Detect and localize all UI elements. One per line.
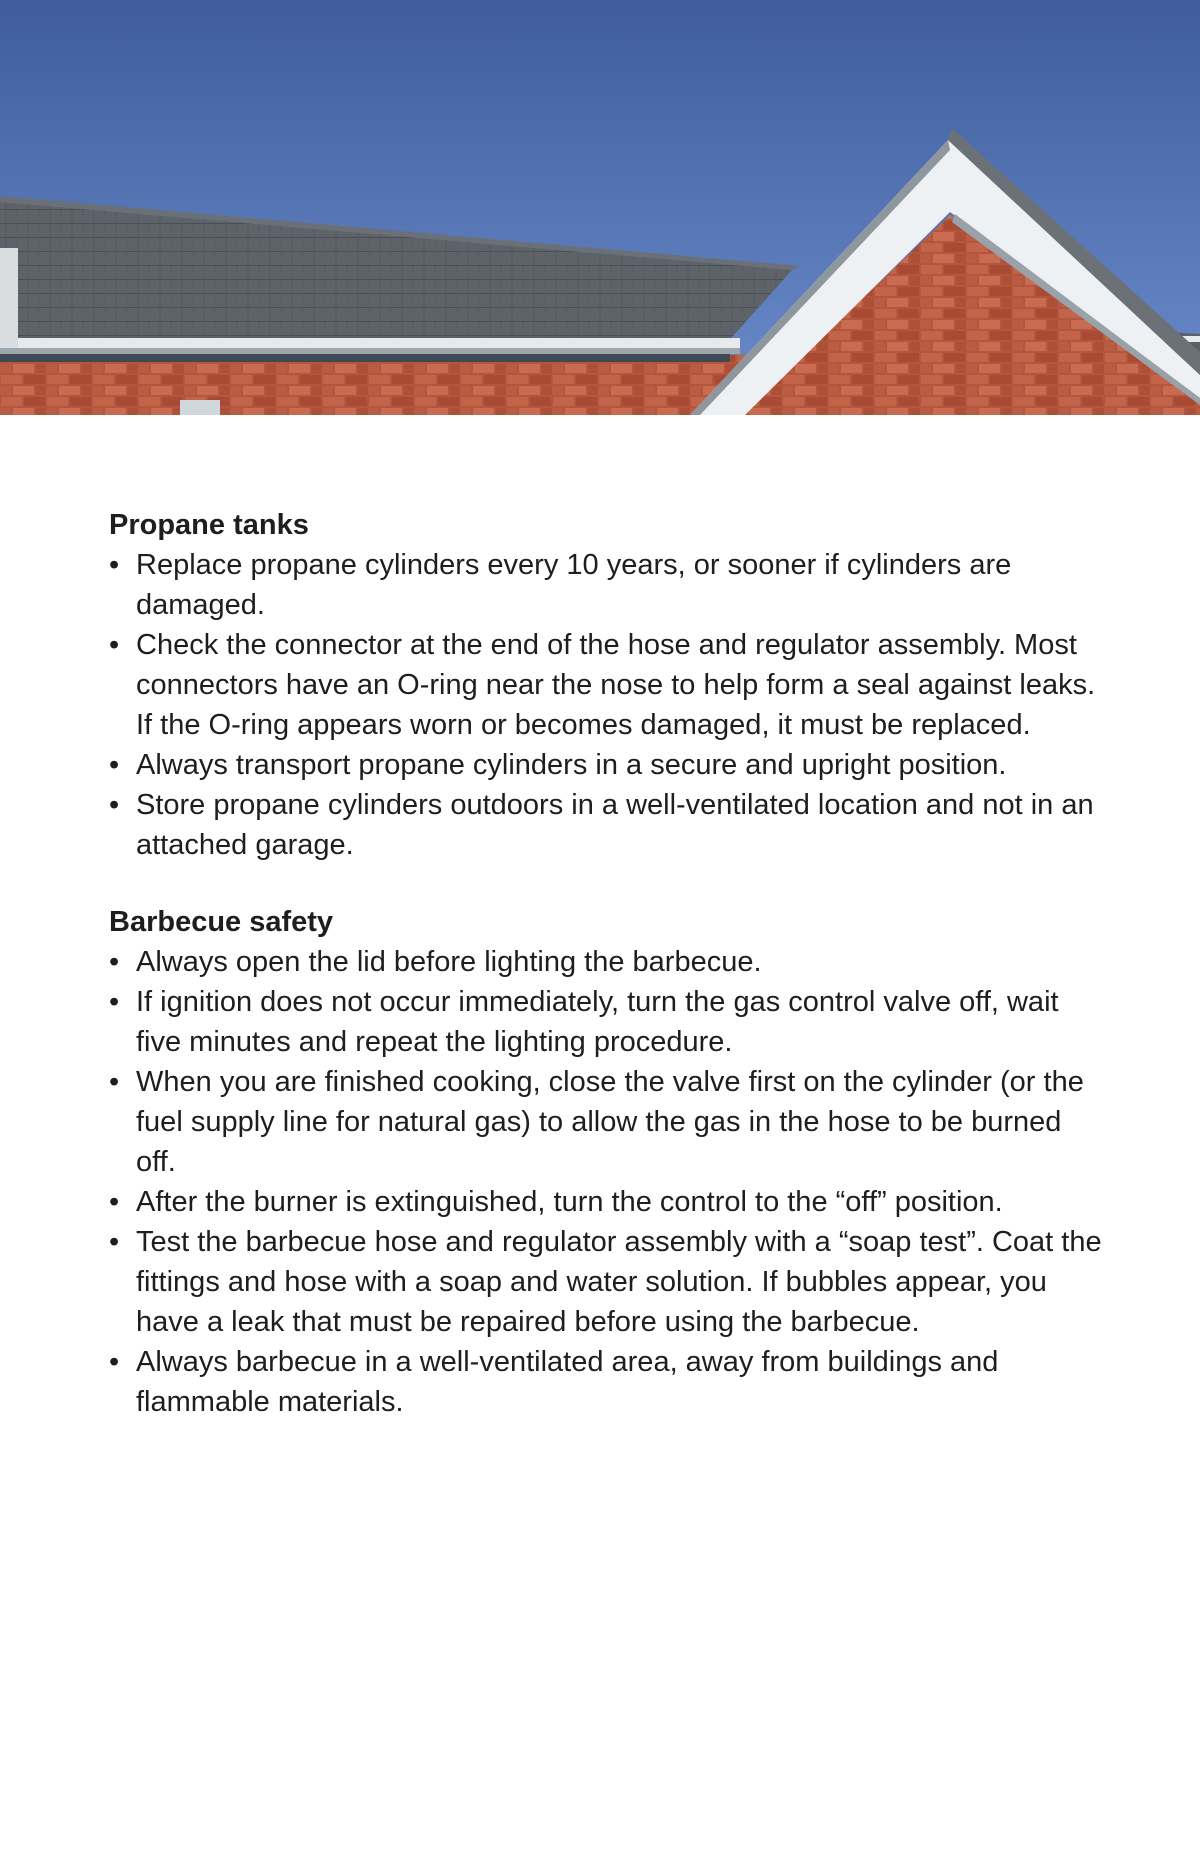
section-heading: Propane tanks	[109, 509, 309, 541]
list-item	[109, 982, 1109, 1062]
list-item	[109, 545, 1109, 625]
list-item-text: Replace propane cylinders every 10 years, or sooner if cylinders are damaged.	[136, 549, 1012, 621]
bullet-icon: •	[109, 749, 120, 781]
section-heading: Barbecue safety	[109, 906, 334, 938]
list-item-text: Always open the lid before lighting the barbecue.	[136, 946, 762, 978]
list-item-text: When you are finished cooking, close the valve first on the cylinder (or the fuel supply line for natural gas) to allow the gas in the hose to be burned off.	[136, 1066, 1084, 1178]
list-item	[109, 625, 1109, 745]
bullet-icon: •	[109, 1066, 120, 1098]
list-item-text: If ignition does not occur immediately, turn the gas control valve off, wait five minutes and repeat the lighting procedure.	[136, 986, 1059, 1058]
bullet-list	[109, 942, 1109, 1422]
list-item	[109, 942, 1109, 982]
bullet-icon: •	[109, 1226, 120, 1258]
list-item-text: After the burner is extinguished, turn the control to the “off” position.	[136, 1186, 1003, 1218]
list-item-text: Always barbecue in a well-ventilated area, away from buildings and flammable materials.	[136, 1346, 999, 1418]
bullet-icon: •	[109, 549, 120, 581]
list-item-text: Always transport propane cylinders in a secure and upright position.	[136, 749, 1007, 781]
list-item	[109, 1222, 1109, 1342]
list-item-text: Check the connector at the end of the hose and regulator assembly. Most connectors have an O-ring near the nose to help form a seal against leaks. If the O-ring appears worn or becomes damaged, it must be replaced.	[136, 629, 1096, 741]
list-item	[109, 1062, 1109, 1182]
section-barbecue-safety	[109, 902, 1109, 1422]
bullet-icon: •	[109, 1346, 120, 1378]
document-body	[109, 505, 1109, 1459]
list-item-text: Test the barbecue hose and regulator assembly with a “soap test”. Coat the fittings and hose with a soap and water solution. If bubbles appear, you have a leak that must be repaired before using the barbecue.	[136, 1226, 1102, 1338]
bullet-list	[109, 545, 1109, 865]
list-item	[109, 1182, 1109, 1222]
section-propane-tanks	[109, 505, 1109, 865]
list-item-text: Store propane cylinders outdoors in a well-ventilated location and not in an attached garage.	[136, 789, 1094, 861]
list-item	[109, 745, 1109, 785]
list-item	[109, 1342, 1109, 1422]
bullet-icon: •	[109, 986, 120, 1018]
house-roof-photo	[0, 0, 1200, 415]
bullet-icon: •	[109, 946, 120, 978]
list-item	[109, 785, 1109, 865]
bullet-icon: •	[109, 789, 120, 821]
bullet-icon: •	[109, 1186, 120, 1218]
bullet-icon: •	[109, 629, 120, 661]
